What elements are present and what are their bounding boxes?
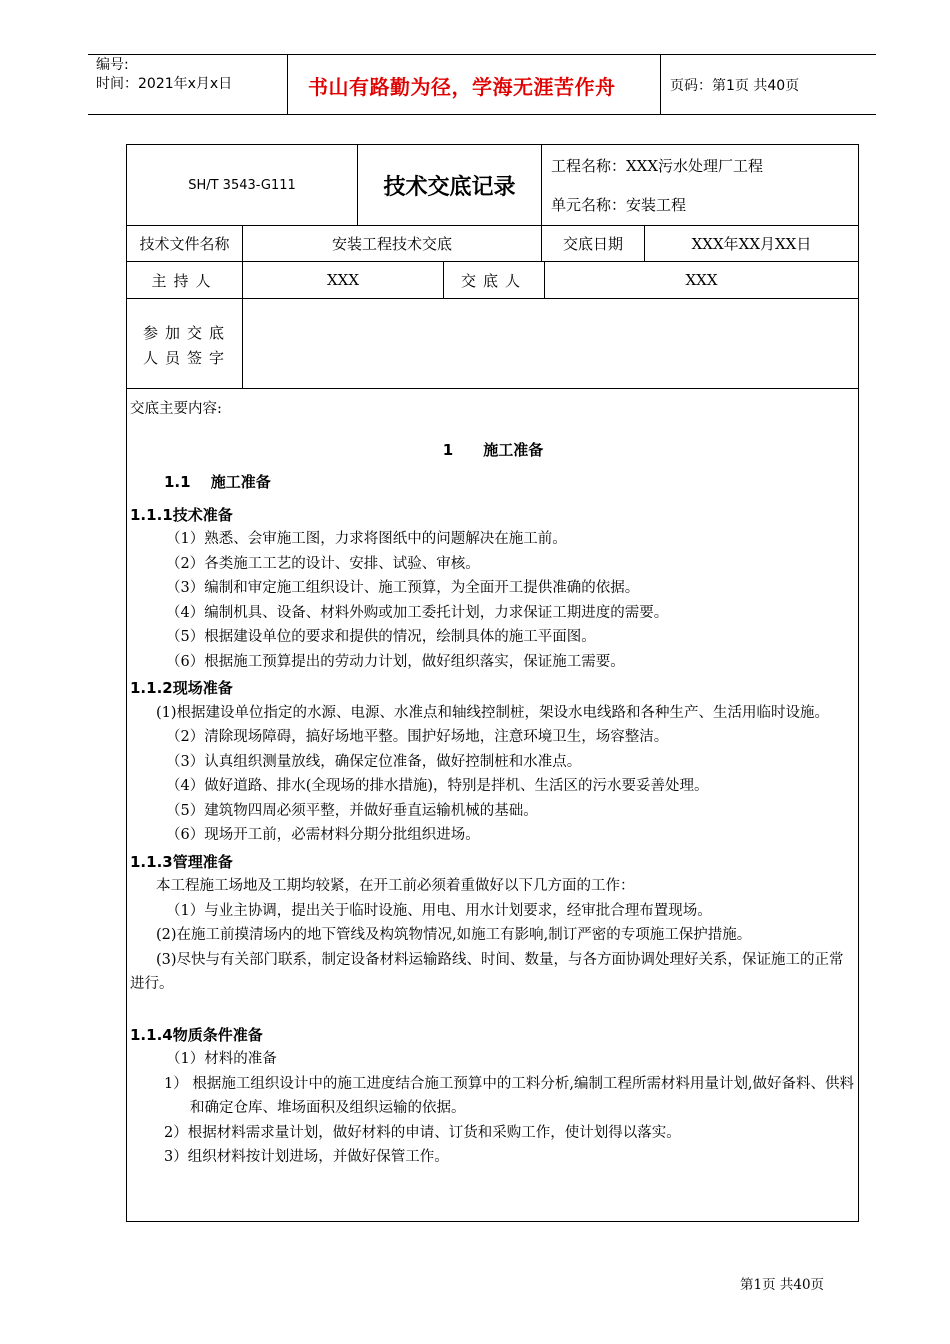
attendees-label-line2: 人员签字 xyxy=(142,349,231,367)
header-page-info: 页码：第1页 共40页 xyxy=(670,78,800,94)
header-bottom-rule xyxy=(88,114,876,115)
presenter-label: 交底人 xyxy=(460,271,527,290)
attendees-signature-area[interactable] xyxy=(243,299,858,388)
header-meta xyxy=(96,56,232,94)
list-item: （1）与业主协调，提出关于临时设施、用电、用水计划要求，经审批合理布置现场。 xyxy=(166,902,712,919)
presenter-value: XXX xyxy=(685,271,718,289)
attendees-label-line1: 参加交底 xyxy=(142,324,231,342)
header-top-rule xyxy=(88,54,876,55)
attendees-label xyxy=(137,321,237,371)
list-item: （6）根据施工预算提出的劳动力计划，做好组织落实，保证施工需要。 xyxy=(166,653,625,670)
heading-tech-prep: 1.1.1技术准备 xyxy=(130,505,233,524)
list-item: （4）编制机具、设备、材料外购或加工委托计划，力求保证工期进度的需要。 xyxy=(166,604,669,621)
doc-name-label: 技术文件名称 xyxy=(139,235,230,253)
document-time-label: 时间：2021年x月x日 xyxy=(96,76,233,92)
list-item: （3）编制和审定施工组织设计、施工预算，为全面开工提供准确的依据。 xyxy=(166,580,640,596)
heading-site-prep: 1.1.2现场准备 xyxy=(130,679,233,697)
project-name: 工程名称：XXX污水处理厂工程 xyxy=(551,157,764,175)
heading-material-prep: 1.1.4物质条件准备 xyxy=(130,1025,263,1044)
list-item: （3）认真组织测量放线，确保定位准备，做好控制桩和水准点。 xyxy=(166,753,582,770)
header-slogan: 书山有路勤为径，学海无涯苦作舟 xyxy=(308,75,616,99)
section-heading: 1 施工准备 xyxy=(442,440,544,459)
list-item: （2）清除现场障碍，搞好场地平整。围护好场地，注意环境卫生，场容整洁。 xyxy=(166,729,669,745)
disclosure-content xyxy=(130,397,856,1170)
header-divider-left xyxy=(287,54,288,114)
list-item: （6）现场开工前，必需材料分期分批组织进场。 xyxy=(166,827,480,843)
footer-page-info: 第1页 共40页 xyxy=(740,1277,825,1293)
list-item: 1） 根据施工组织设计中的施工进度结合施工预算中的工料分析,编制工程所需材料用量计划,做好备料、供料和确定仓库、堆场面积及组织运输的依据。 xyxy=(164,1075,855,1116)
list-item: （4）做好道路、排水(全现场的排水措施)，特别是拌机、生活区的污水要妥善处理。 xyxy=(166,778,709,794)
list-item: (2)在施工前摸清场内的地下管线及构筑物情况,如施工有影响,制订严密的专项施工保护措施。 xyxy=(156,927,752,943)
standard-code: SH/T 3543-G111 xyxy=(188,177,296,193)
subsection-heading: 1.1 施工准备 xyxy=(164,473,271,491)
form-title: 技术交底记录 xyxy=(383,174,516,200)
list-item: （2）各类施工工艺的设计、安排、试验、审核。 xyxy=(166,555,480,572)
unit-name: 单元名称：安装工程 xyxy=(551,196,687,214)
host-value: XXX xyxy=(326,271,360,289)
spacer xyxy=(130,997,856,1021)
list-item: （5）根据建设单位的要求和提供的情况，绘制具体的施工平面图。 xyxy=(166,629,596,645)
date-value: XXX年XX月XX日 xyxy=(691,235,812,253)
content-intro: 交底主要内容: xyxy=(130,401,222,417)
doc-name-value: 安装工程技术交底 xyxy=(331,235,452,253)
list-item: (3)尽快与有关部门联系，制定设备材料运输路线、时间、数量，与各方面协调处理好关系，保证施工的正常进行。 xyxy=(130,951,844,992)
host-label: 主持人 xyxy=(151,271,218,290)
heading-management-prep: 1.1.3管理准备 xyxy=(130,852,233,871)
list-item: （5）建筑物四周必须平整，并做好垂直运输机械的基础。 xyxy=(166,802,538,819)
list-item: 3）组织材料按计划进场，并做好保管工作。 xyxy=(164,1149,449,1165)
date-label: 交底日期 xyxy=(562,235,623,253)
list-item: （1）材料的准备 xyxy=(166,1051,277,1067)
list-item: （1）熟悉、会审施工图，力求将图纸中的问题解决在施工前。 xyxy=(166,531,567,547)
list-item: 2）根据材料需求量计划，做好材料的申请、订货和采购工作，使计划得以落实。 xyxy=(164,1124,681,1141)
header-divider-right xyxy=(660,54,661,114)
paragraph: 本工程施工场地及工期均较紧，在开工前必须着重做好以下几方面的工作： xyxy=(156,878,635,894)
list-item: (1)根据建设单位指定的水源、电源、水准点和轴线控制桩，架设水电线路和各种生产、生活用临时设施。 xyxy=(156,704,830,721)
form-col-divider xyxy=(541,145,542,225)
form-row-divider xyxy=(127,388,858,389)
document-number-label: 编号: xyxy=(96,57,129,73)
